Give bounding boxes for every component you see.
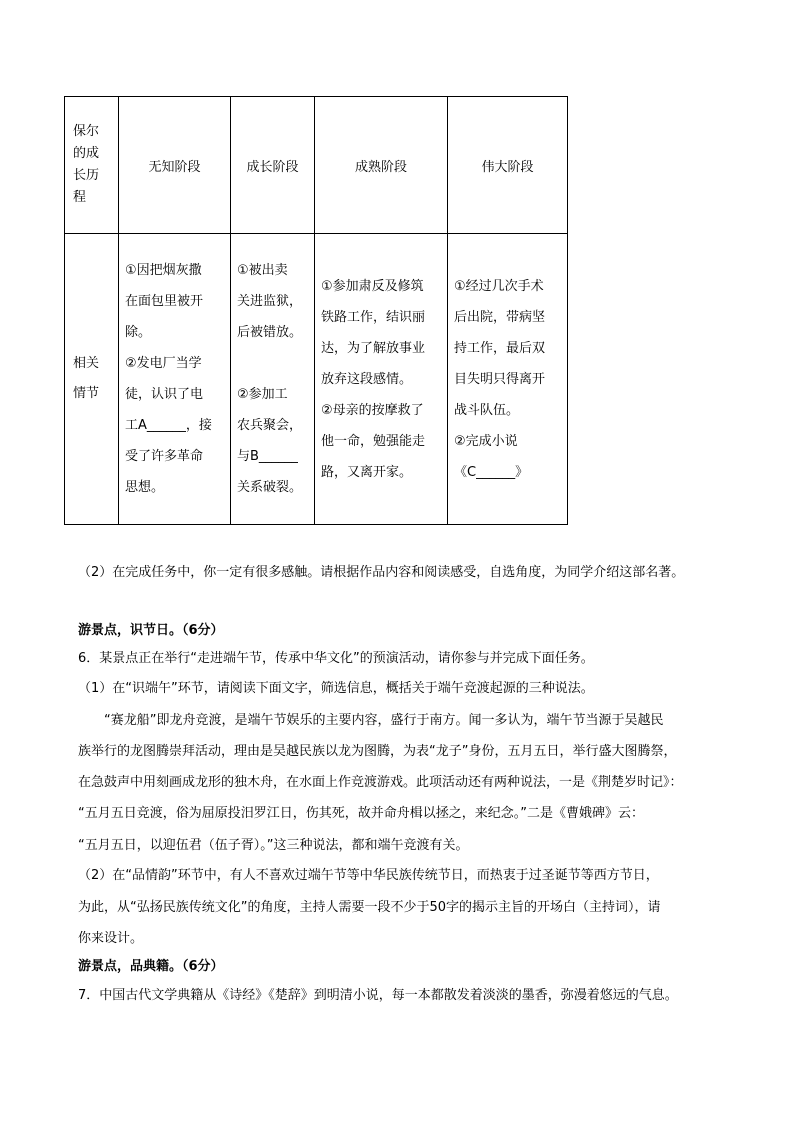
cell-great [448,234,568,525]
passage-line: “五月五日，以迎伍君（伍子胥）。”这三种说法，都和端午竞渡有关。 [78,838,469,853]
cell-line: 农兵聚会， [237,418,303,433]
cell-line: ②完成小说 [454,433,518,449]
cell-mature [315,234,448,525]
passage-line: 族举行的龙图腾崇拜活动，理由是吴越民族以龙为图腾，为表“龙子”身份，五月五日，举行盛大图腾祭， [78,744,677,759]
header-label-cell [65,97,119,234]
question-6-2-line: 为此，从“弘扬民族传统文化”的角度，主持人需要一段不少于50字的揭示主旨的开场白（主持词），请 [78,900,661,915]
cell-line: ①参加肃反及修筑 [321,278,424,294]
growth-table [64,96,568,525]
cell-line: 与B______ [237,449,298,464]
cell-line: ①经过几次手术 [454,278,544,294]
question-6-2-line: （2）在“品情韵”环节中，有人不喜欢过端午节等中华民族传统节日，而热衷于过圣诞节等西方节日， [78,868,659,883]
question-7: 7．中国古代文学典籍从《诗经》《楚辞》到明清小说，每一本都散发着淡淡的墨香，弥漫着悠远的气息。 [78,988,678,1003]
cell-line: ①因把烟灰撒 [125,263,202,278]
cell-line: 思想。 [125,480,165,495]
cell-line: ②发电厂当学 [125,356,202,371]
cell-line: 战斗队伍。 [454,402,520,418]
passage-line: 在急鼓声中用刻画成龙形的独木舟，在水面上作竞渡游戏。此项活动还有两种说法，一是《荆楚岁时记》： [78,775,683,790]
row-label-line: 情节 [73,386,100,401]
section-title-classics: 游景点，品典籍。（6分） [78,959,224,974]
cell-growth [231,234,315,525]
cell-line: 放弃这段感情。 [321,371,413,387]
header-label-line: 程 [73,190,87,205]
cell-line: 在面包里被开 [125,294,204,309]
cell-line: 徒，认识了电 [125,387,204,402]
cell-line: ②参加工 [237,387,288,402]
row-label-line: 相关 [73,356,100,371]
cell-line: 关进监狱， [237,294,303,309]
cell-ignorant [119,234,231,525]
cell-line: 路，又离开家。 [321,464,413,480]
cell-line: 铁路工作，结识丽 [321,309,426,325]
passage-line: “赛龙船”即龙舟竞渡，是端午节娱乐的主要内容，盛行于南方。闻一多认为，端午节当源于吴越民 [104,713,664,728]
cell-line: 工A______，接 [125,418,212,433]
cell-line: 受了许多革命 [125,449,204,464]
header-label-line: 长历 [73,168,100,183]
table-header-row [65,97,568,234]
cell-line: 后出院，带病坚 [454,309,546,325]
question-6-2-line: 你来设计。 [78,931,144,946]
question-6-intro: 6．某景点正在举行“走进端午节，传承中华文化”的预演活动，请你参与并完成下面任务。 [78,651,594,666]
cell-line: 《C______》 [454,464,529,480]
stage-header-great: 伟大阶段 [448,97,568,234]
section-title-festival: 游景点，识节日。（6分） [78,623,224,638]
stage-header-growth: 成长阶段 [231,97,315,234]
header-label-line: 的成 [73,146,100,161]
cell-blank-line [237,348,308,379]
table-body-row [65,234,568,525]
cell-line: 他一命，勉强能走 [321,433,426,449]
header-label-line: 保尔 [73,124,100,139]
question-6-1: （1）在“识端午”环节，请阅读下面文字，筛选信息，概括关于端午竞渡起源的三种说法。 [78,681,594,696]
cell-line: 关系破裂。 [237,480,303,495]
cell-line: 目失明只得离开 [454,371,546,387]
cell-line: 达，为了解放事业 [321,340,426,356]
cell-line: 后被错放。 [237,325,303,340]
cell-line: ①被出卖 [237,263,288,278]
cell-line: ②母亲的按摩救了 [321,402,424,418]
cell-line: 除。 [125,325,152,340]
row-label-cell [65,234,119,525]
stage-header-ignorant: 无知阶段 [119,97,231,234]
cell-line: 持工作，最后双 [454,340,546,356]
passage-line: “五月五日竞渡，俗为屈原投汨罗江日，伤其死，故并命舟楫以拯之，来纪念。”二是《曹娥碑》云： [78,806,644,821]
stage-header-mature: 成熟阶段 [315,97,448,234]
question-2: （2）在完成任务中，你一定有很多感触。请根据作品内容和阅读感受，自选角度，为同学介绍这部名著。 [78,565,685,580]
